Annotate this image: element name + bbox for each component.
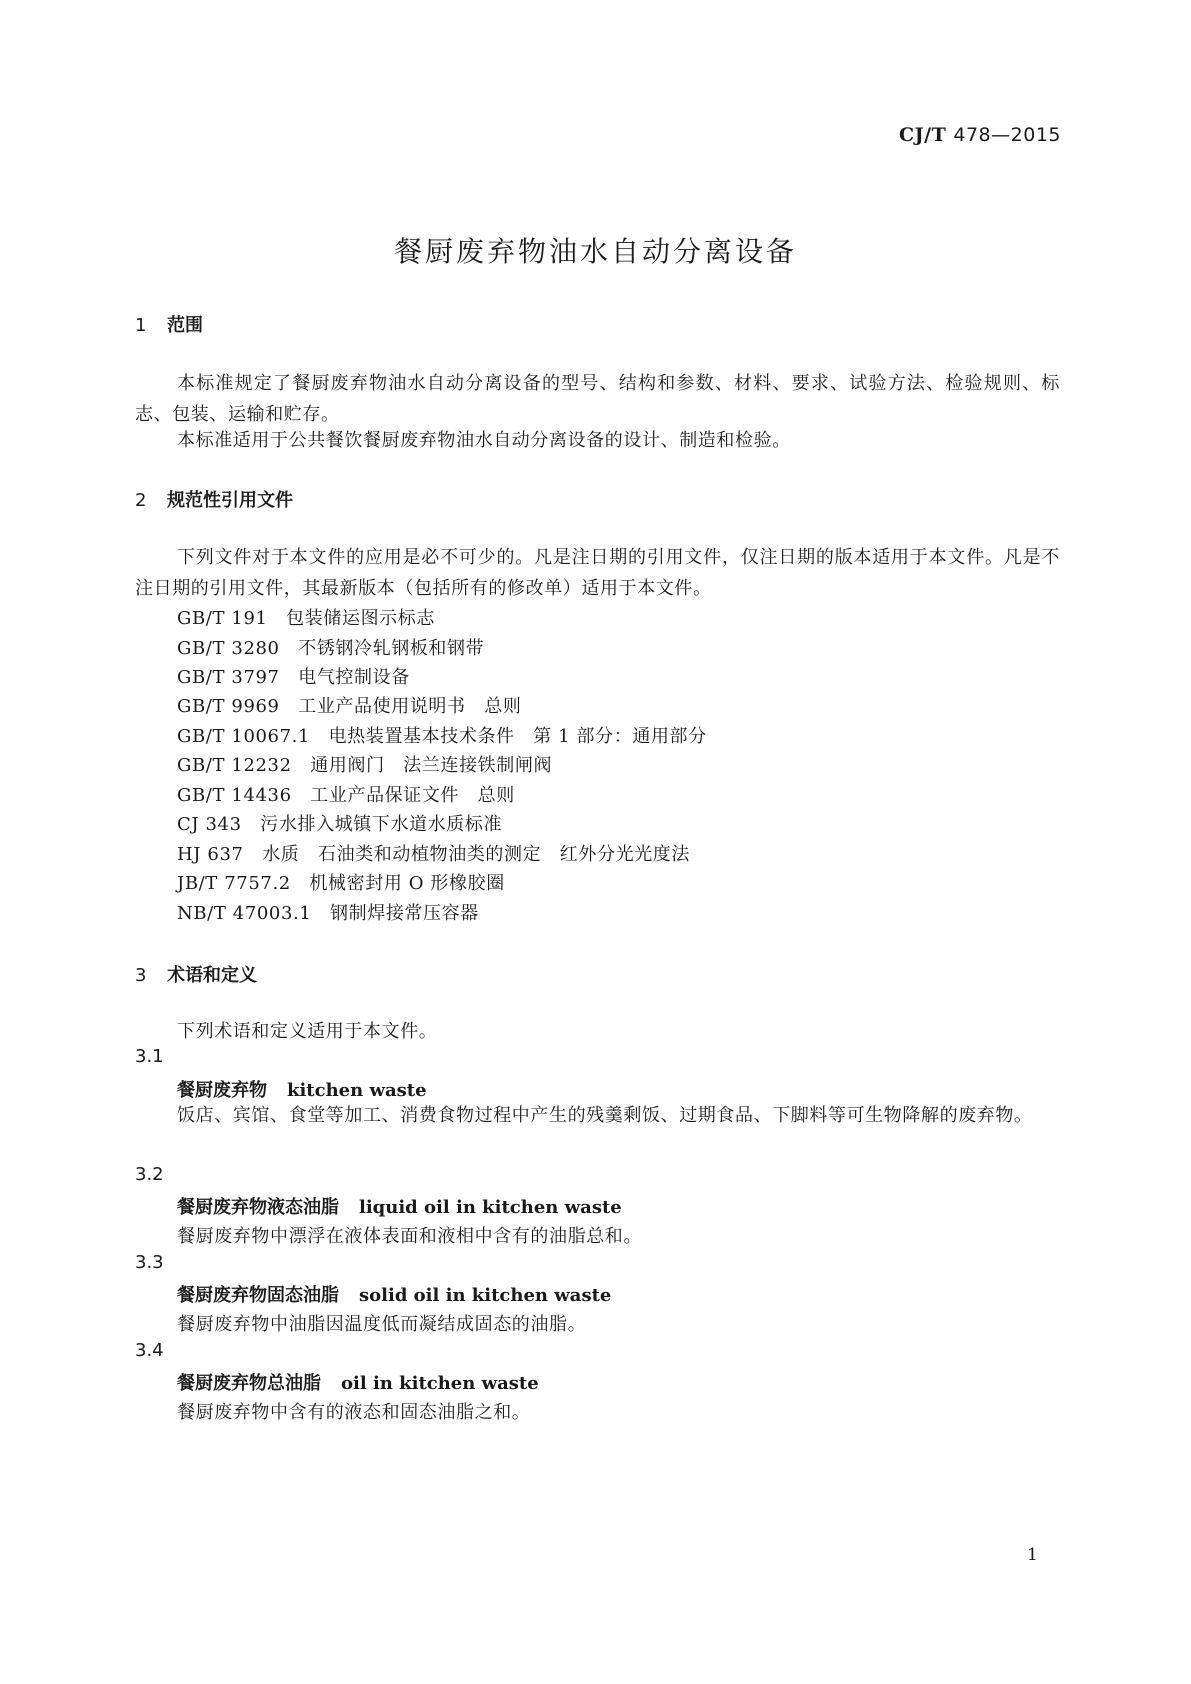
reference-item (177, 781, 515, 807)
reference-name: 电气控制设备 (298, 667, 410, 688)
term-name-zh: 餐厨废弃物 (177, 1080, 267, 1101)
section-3-heading (135, 961, 257, 987)
section-title: 规范性引用文件 (167, 490, 293, 511)
section-number: 1 (135, 315, 147, 336)
term-definition: 餐厨废弃物中漂浮在液体表面和液相中含有的油脂总和。 (177, 1226, 642, 1247)
reference-code: GB/T 9969 (177, 696, 280, 717)
reference-code: GB/T 3797 (177, 667, 280, 688)
section-number: 2 (135, 490, 147, 511)
reference-code: HJ 637 (177, 844, 244, 865)
reference-item (177, 899, 479, 925)
reference-code: CJ 343 (177, 814, 242, 835)
reference-code: GB/T 14436 (177, 785, 292, 806)
term-heading (177, 1076, 427, 1102)
section-1-heading (135, 311, 203, 337)
term-number: 3.4 (135, 1340, 164, 1361)
standard-code (899, 124, 1061, 146)
reference-code: GB/T 12232 (177, 755, 292, 776)
scope-paragraph-1: 本标准规定了餐厨废弃物油水自动分离设备的型号、结构和参数、材料、要求、试验方法、检验规则、标志、包装、运输和贮存。 (135, 373, 1060, 425)
reference-item (177, 722, 707, 748)
reference-item (177, 751, 552, 777)
term-name-zh: 餐厨废弃物液态油脂 (177, 1197, 339, 1218)
term-heading (177, 1193, 622, 1219)
section-title: 范围 (167, 315, 203, 336)
reference-name: 通用阀门 法兰连接铁制闸阀 (310, 755, 553, 776)
reference-name: 机械密封用 O 形橡胶圈 (309, 873, 505, 894)
reference-name: 水质 石油类和动植物油类的测定 红外分光光度法 (262, 844, 691, 865)
term-definition: 餐厨废弃物中油脂因温度低而凝结成固态的油脂。 (177, 1314, 587, 1335)
reference-code: GB/T 191 (177, 608, 268, 629)
reference-code: JB/T 7757.2 (177, 873, 291, 894)
reference-item (177, 634, 484, 660)
reference-name: 钢制焊接常压容器 (330, 903, 479, 924)
term-number: 3.3 (135, 1252, 164, 1273)
reference-name: 工业产品使用说明书 总则 (298, 696, 522, 717)
reference-name: 不锈钢冷轧钢板和钢带 (298, 638, 485, 659)
section-title: 术语和定义 (167, 965, 257, 986)
page-number: 1 (1027, 1545, 1038, 1565)
reference-item (177, 604, 435, 630)
reference-name: 电热装置基本技术条件 第 1 部分：通用部分 (328, 726, 707, 747)
term-name-en: oil in kitchen waste (341, 1373, 539, 1394)
document-title: 餐厨废弃物油水自动分离设备 (393, 235, 797, 268)
term-name-en: kitchen waste (287, 1080, 427, 1101)
reference-code: NB/T 47003.1 (177, 903, 312, 924)
references-intro: 下列文件对于本文件的应用是必不可少的。凡是注日期的引用文件，仅注日期的版本适用于本文件。凡是不注日期的引用文件，其最新版本（包括所有的修改单）适用于本文件。 (135, 547, 1060, 599)
reference-item (177, 810, 502, 836)
reference-code: GB/T 3280 (177, 638, 280, 659)
reference-item (177, 840, 690, 866)
terms-intro: 下列术语和定义适用于本文件。 (177, 1021, 438, 1042)
term-name-en: liquid oil in kitchen waste (359, 1197, 622, 1218)
term-name-zh: 餐厨废弃物总油脂 (177, 1373, 321, 1394)
term-number: 3.1 (135, 1046, 164, 1067)
term-definition: 饭店、宾馆、食堂等加工、消费食物过程中产生的残羹剩饭、过期食品、下脚料等可生物降解的废弃物。 (177, 1105, 1033, 1126)
section-number: 3 (135, 965, 147, 986)
standard-code-prefix: CJ/T (899, 124, 947, 146)
reference-item (177, 869, 505, 895)
term-number: 3.2 (135, 1164, 164, 1185)
reference-code: GB/T 10067.1 (177, 726, 311, 747)
reference-name: 污水排入城镇下水道水质标准 (260, 814, 503, 835)
reference-item (177, 663, 410, 689)
term-name-en: solid oil in kitchen waste (359, 1285, 612, 1306)
reference-name: 工业产品保证文件 总则 (310, 785, 515, 806)
term-name-zh: 餐厨废弃物固态油脂 (177, 1285, 339, 1306)
term-heading (177, 1369, 539, 1395)
reference-name: 包装储运图示标志 (286, 608, 435, 629)
reference-item (177, 692, 521, 718)
term-heading (177, 1281, 611, 1307)
standard-code-number: 478—2015 (953, 124, 1061, 146)
scope-paragraph-2: 本标准适用于公共餐饮餐厨废弃物油水自动分离设备的设计、制造和检验。 (177, 430, 791, 451)
term-definition: 餐厨废弃物中含有的液态和固态油脂之和。 (177, 1402, 531, 1423)
section-2-heading (135, 486, 293, 512)
